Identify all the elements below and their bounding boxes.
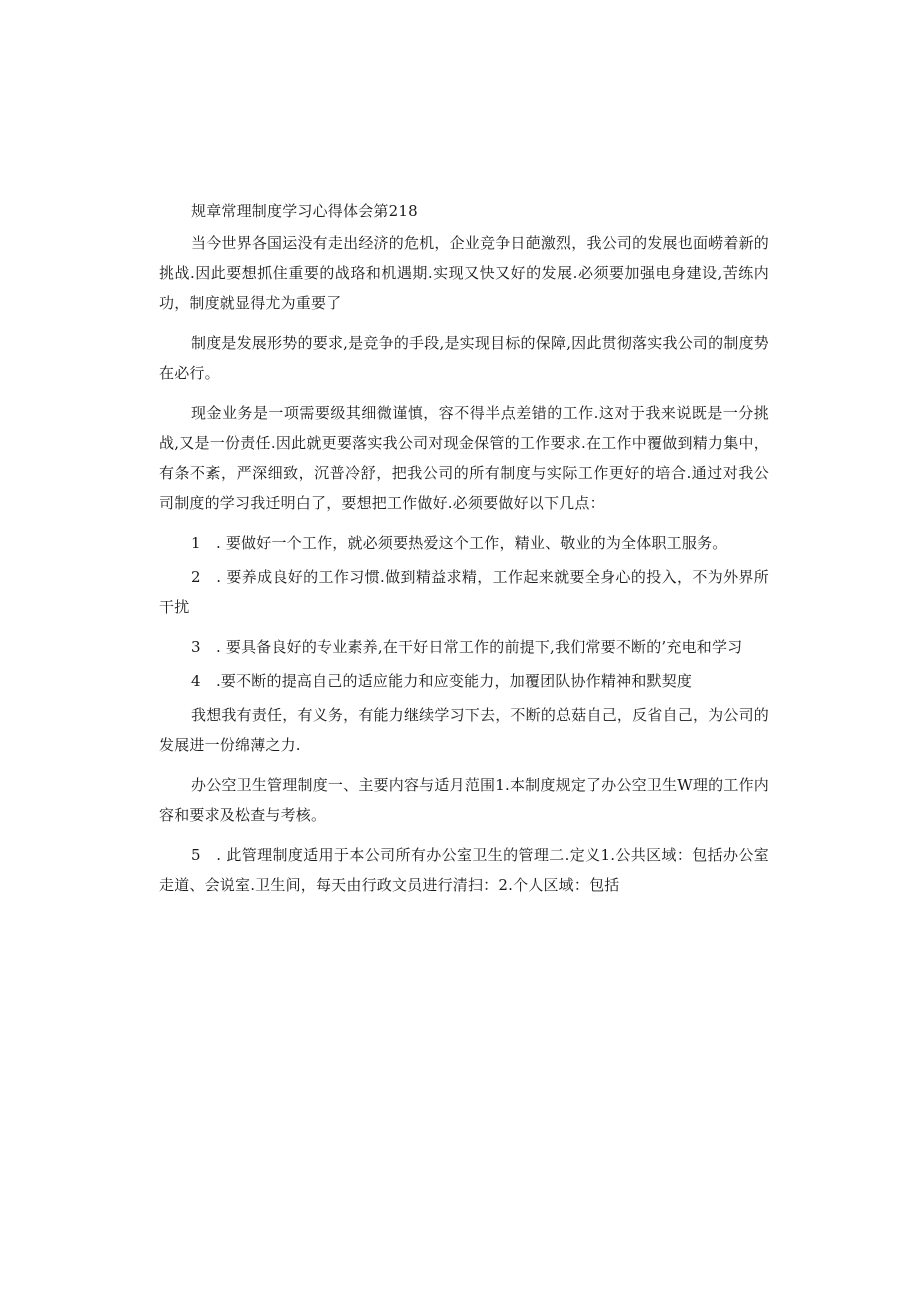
paragraph-intro: 当今世界各国运没有走出经济的危机，企业竞争日葩激烈，我公司的发展也面崂着新的挑战.因此要想抓住重要的战珞和机遇期.实现又快又好的发展.必须要加强电身建设,苦练内功，制度就显得尤为重要了 <box>159 234 769 312</box>
list-item-4: 4 .要不断的提高自己的适应能力和应变能力，加覆团队协作精神和默契度 <box>191 672 693 690</box>
paragraph-responsibility: 我想我有责任，有义务，有能力继续学习下去，不断的总菇自己，反省自己，为公司的发展进一份绵薄之力. <box>159 706 769 754</box>
list-item-5: 5 . 此管理制度适用于本公司所有办公室卫生的管理二.定义1.公共区域：包括办公室走道、会说室.卫生间，每天由行政文员进行清扫：2.个人区域：包括 <box>159 846 769 894</box>
paragraph-office-hygiene: 办公空卫生管理制度一、主要内容与适月范围1.本制度规定了办公空卫生W理的工作内容和要求及松查与考核。 <box>159 776 769 824</box>
list-item-2: 2 . 要养成良好的工作习惯.做到精益求精，工作起来就要全身心的投入，不为外界所干扰 <box>159 568 769 616</box>
list-item-1: 1 . 要做好一个工作，就必须要热爱这个工作，精业、敬业的为全体职工服务。 <box>191 534 728 552</box>
paragraph-cash-business: 现金业务是一项需要级其细微谨慎，容不得半点差错的工作.这对于我来说既是一分挑战,又是一份责任.因此就更要落实我公司对现金保管的工作要求.在工作中覆做到精力集中，有条不紊，严深细致，沉普冷舒，把我公司的所有制度与实际工作更好的培合.通过对我公司制度的学习我迁明白了，要想把工作做好.必须要做好以下几点： <box>159 404 769 512</box>
paragraph-system-requirement: 制度是发展形势的要求,是竞争的手段,是实现目标的保障,因此贯彻落实我公司的制度势在必行。 <box>159 334 769 382</box>
list-item-3: 3 . 要具备良好的专业素养,在干好日常工作的前提下,我们常要不断的’充电和学习 <box>191 638 743 656</box>
document-page <box>159 196 769 910</box>
document-title: 规章常理制度学习心得体会第218 <box>191 202 418 220</box>
